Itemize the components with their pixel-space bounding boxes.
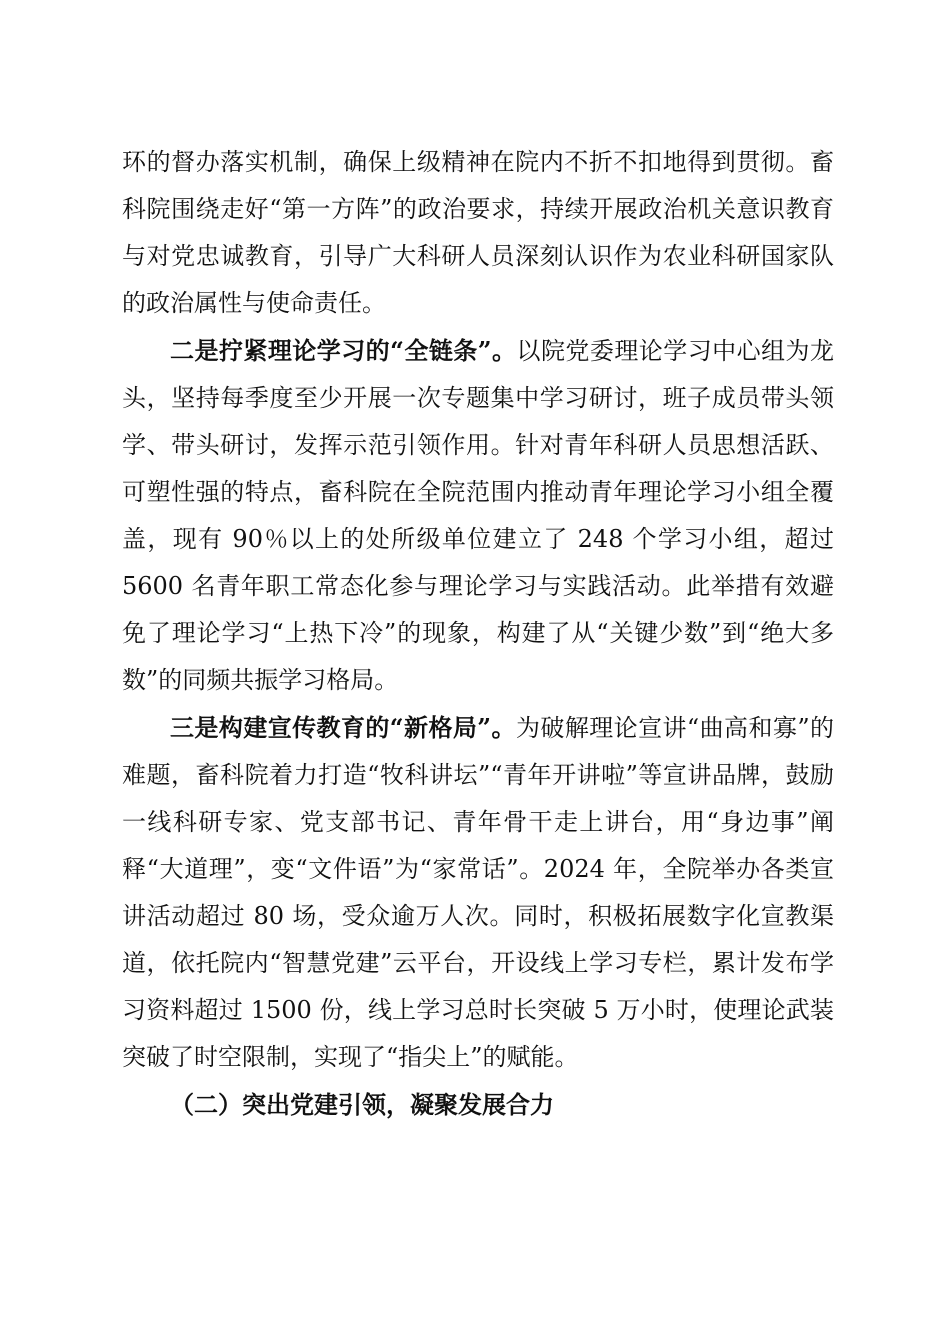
- section-heading: （二）突出党建引领，凝聚发展合力: [170, 1090, 554, 1119]
- document-body: [122, 139, 834, 1128]
- paragraph-lead-publicity-education: 三是构建宣传教育的“新格局”。: [170, 713, 516, 742]
- paragraph-continued: 环的督办落实机制，确保上级精神在院内不折不扣地得到贯彻。畜科院围绕走好“第一方阵”的政治要求，持续开展政治机关意识教育与对党忠诚教育，引导广大科研人员深刻认识作为农业科研国家队的政治属性与使命责任。: [122, 148, 834, 317]
- paragraph-lead-theory-study: 二是拧紧理论学习的“全链条”。: [170, 336, 517, 365]
- paragraph-body-theory-study: 以院党委理论学习中心组为龙头，坚持每季度至少开展一次专题集中学习研讨，班子成员带头领学、带头研讨，发挥示范引领作用。针对青年科研人员思想活跃、可塑性强的特点，畜科院在全院范围内推动青年理论学习小组全覆盖，现有 90％以上的处所级单位建立了 248 个学习小组，超过 5600 名青年职工常态化参与理论学习与实践活动。此举措有效避免了理论学习“上热下冷”的现象，构建了从“关键少数”到“绝大多数”的同频共振学习格局。: [122, 337, 835, 694]
- paragraph-theory-study: [122, 327, 834, 704]
- paragraph-publicity-education: [122, 704, 834, 1081]
- paragraph-body-publicity-education: 为破解理论宣讲“曲高和寡”的难题，畜科院着力打造“牧科讲坛”“青年开讲啦”等宣讲品牌，鼓励一线科研专家、党支部书记、青年骨干走上讲台，用“身边事”阐释“大道理”，变“文件语”为“家常话”。2024 年，全院举办各类宣讲活动超过 80 场，受众逾万人次。同时，积极拓展数字化宣教渠道，依托院内“智慧党建”云平台，开设线上学习专栏，累计发布学习资料超过 1500 份，线上学习总时长突破 5 万小时，使理论武装突破了时空限制，实现了“指尖上”的赋能。: [122, 714, 835, 1071]
